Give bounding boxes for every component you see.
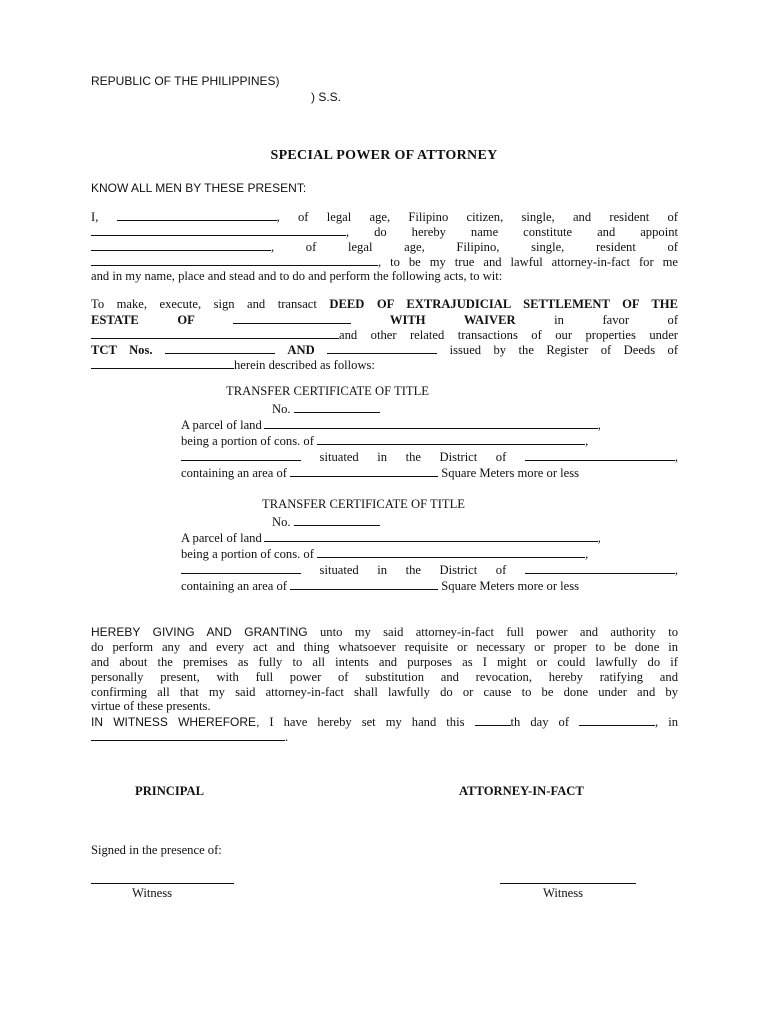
witness-clause-text: th day of xyxy=(510,715,570,729)
blank-line xyxy=(264,530,598,542)
granting-line3: and about the premises as fully to all intents and purposes as I might or could lawfully do if xyxy=(91,655,678,669)
granting-line6: virtue of these presents. xyxy=(91,699,211,713)
blank-line xyxy=(117,209,277,221)
opening-line: KNOW ALL MEN BY THESE PRESENT: xyxy=(91,181,307,195)
tct-parcel-label: A parcel of land xyxy=(181,531,262,545)
tct-area-unit: Square Meters more or less xyxy=(441,579,580,593)
witness-label-right: Witness xyxy=(543,886,584,900)
para1-line3 xyxy=(91,239,678,255)
attorney-label: ATTORNEY-IN-FACT xyxy=(459,784,584,798)
para2-text: in favor of xyxy=(554,313,679,327)
para2-line5 xyxy=(91,357,678,373)
tct-area-line xyxy=(181,465,579,481)
tct-no-label: No. xyxy=(272,402,291,416)
para2-text: herein described as follows: xyxy=(234,358,375,372)
tct-parcel-line: A parcel of land , xyxy=(181,531,601,545)
blank-line xyxy=(91,357,234,369)
para2-line1 xyxy=(91,297,678,312)
signed-presence-line: Signed in the presence of: xyxy=(91,843,222,857)
tct-parcel-line: A parcel of land , xyxy=(181,418,601,432)
tct-area-unit: Square Meters more or less xyxy=(441,466,580,480)
blank-line xyxy=(91,327,339,339)
tct-area-label: containing an area of xyxy=(181,466,287,480)
tct-portion-line: being a portion of cons. of , xyxy=(181,547,589,561)
tct-situated-label: situated in the District of xyxy=(319,563,507,577)
para2-text: To make, execute, sign and transact xyxy=(91,297,317,311)
blank-line xyxy=(317,433,585,445)
tct-portion-label: being a portion of cons. of xyxy=(181,434,314,448)
para2-line2 xyxy=(91,312,678,328)
para1-text: I, xyxy=(91,210,99,224)
para2-text: and other related transactions of our properties under xyxy=(339,328,678,342)
para2-bold-text: TCT Nos. xyxy=(91,343,153,357)
blank-line xyxy=(525,562,675,574)
witness-clause-line1 xyxy=(91,714,678,730)
blank-line xyxy=(475,714,511,726)
blank-line xyxy=(290,578,438,590)
ss-line: ) S.S. xyxy=(311,90,342,104)
witness-clause-text: , in xyxy=(655,715,678,729)
tct-no-line xyxy=(272,514,380,530)
tct-situated-line: situated in the District of , xyxy=(181,449,678,465)
tct-portion-line: being a portion of cons. of , xyxy=(181,434,589,448)
document-title: SPECIAL POWER OF ATTORNEY xyxy=(270,148,498,163)
blank-line xyxy=(91,254,378,266)
witness-label-left: Witness xyxy=(132,886,173,900)
republic-line: REPUBLIC OF THE PHILIPPINES) xyxy=(91,74,280,88)
blank-line xyxy=(290,465,438,477)
tct-heading: TRANSFER CERTIFICATE OF TITLE xyxy=(262,497,465,511)
para1-line1 xyxy=(91,209,678,225)
blank-line xyxy=(525,449,675,461)
para1-line5: and in my name, place and stead and to do and perform the following acts, to wit: xyxy=(91,269,503,283)
witness-signature-line-left xyxy=(91,883,234,884)
tct-situated-line: situated in the District of , xyxy=(181,562,678,578)
blank-line xyxy=(327,342,437,354)
tct-heading: TRANSFER CERTIFICATE OF TITLE xyxy=(226,384,429,398)
tct-area-line xyxy=(181,578,579,594)
granting-line4: personally present, with full power of substitution and revocation, hereby ratifying and xyxy=(91,670,678,684)
para2-bold-text: AND xyxy=(287,343,315,357)
tct-situated-label: situated in the District of xyxy=(319,450,507,464)
tct-area-label: containing an area of xyxy=(181,579,287,593)
granting-lead: HEREBY GIVING AND GRANTING xyxy=(91,625,308,639)
tct-portion-label: being a portion of cons. of xyxy=(181,547,314,561)
para1-text: , of legal age, Filipino, single, resident of xyxy=(271,240,678,254)
granting-text: unto my said attorney-in-fact full power and authority to xyxy=(319,625,678,639)
blank-line xyxy=(264,417,598,429)
para1-text: , do hereby name constitute and appoint xyxy=(346,225,678,239)
para2-line4 xyxy=(91,342,678,358)
blank-line xyxy=(317,546,585,558)
blank-line xyxy=(579,714,655,726)
witness-clause-text: I have hereby set my hand this xyxy=(269,715,465,729)
principal-label: PRINCIPAL xyxy=(135,784,205,798)
para2-text: issued by the Register of Deeds of xyxy=(449,343,679,357)
granting-line5: confirming all that my said attorney-in-fact shall lawfully do or cause to be done under and by xyxy=(91,685,678,699)
blank-line xyxy=(91,729,285,741)
blank-line xyxy=(91,224,346,236)
para2-bold-text: DEED OF EXTRAJUDICIAL SETTLEMENT OF THE xyxy=(329,297,678,311)
granting-line2: do perform any and every act and thing whatsoever requisite or necessary or proper to be done in xyxy=(91,640,678,654)
para2-line3 xyxy=(91,327,678,343)
blank-line xyxy=(181,562,301,574)
para1-line2 xyxy=(91,224,678,240)
blank-line xyxy=(181,449,301,461)
witness-signature-line-right xyxy=(500,883,636,884)
witness-clause-lead: IN WITNESS WHEREFORE, xyxy=(91,715,260,729)
para1-text: , to be my true and lawful attorney-in-fact for me xyxy=(378,255,678,269)
para2-bold-text: WITH WAIVER xyxy=(389,313,516,327)
blank-line xyxy=(91,239,271,251)
blank-line xyxy=(294,401,380,413)
para1-text: , of legal age, Filipino citizen, single, and resident of xyxy=(276,210,678,224)
blank-line xyxy=(233,312,351,324)
blank-line xyxy=(294,514,380,526)
para1-line4 xyxy=(91,254,678,270)
tct-parcel-label: A parcel of land xyxy=(181,418,262,432)
para2-bold-text: ESTATE OF xyxy=(91,313,195,327)
blank-line xyxy=(165,342,275,354)
tct-no-line xyxy=(272,401,380,417)
granting-line1 xyxy=(91,625,678,640)
tct-no-label: No. xyxy=(272,515,291,529)
witness-place-line: . xyxy=(91,729,288,745)
